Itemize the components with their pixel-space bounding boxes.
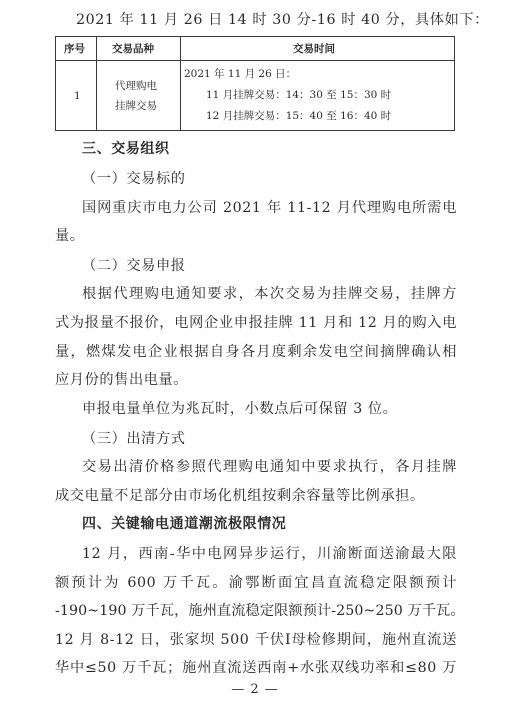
section-3-1-para-line2: 量。 xyxy=(55,228,85,244)
section-3-1-title: （一）交易标的 xyxy=(82,171,186,187)
section-3-2-title: （二）交易申报 xyxy=(82,258,186,274)
section-3-title: 三、交易组织 xyxy=(82,141,170,157)
section-3-3-para-line1: 交易出清价格参照代理购电通知中要求执行，各月挂牌 xyxy=(82,459,457,475)
row-time-line1: 2021 年 11 月 26 日： xyxy=(184,68,297,80)
section-3-3-para-line2: 成交电量不足部分由市场化机组按剩余容量等比例承担。 xyxy=(55,488,425,504)
intro-text: 2021 年 11 月 26 日 14 时 30 分-16 时 40 分，具体如下： xyxy=(76,12,489,28)
section-4-title: 四、关键输电通道潮流极限情况 xyxy=(82,516,287,532)
section-3-2-para-line4: 应月份的售出电量。 xyxy=(55,372,189,388)
table-col-divider-2 xyxy=(180,37,181,130)
header-serial-number: 序号 xyxy=(64,43,85,55)
row-time-line2: 11 月挂牌交易：14：30 至 15：30 时 xyxy=(206,89,392,101)
section-4-para-line5: 华中≤50 万千瓦；施州直流送西南+水张双线功率和≤80 万 xyxy=(55,660,457,676)
section-4-para-line3: -190~190 万千瓦，施州直流稳定限额预计-250~250 万千瓦。 xyxy=(55,603,465,619)
table-header-divider xyxy=(56,60,454,61)
section-3-3-title: （三）出清方式 xyxy=(82,431,186,447)
table-col-divider-1 xyxy=(96,37,97,130)
section-4-para-line4: 12 月 8-12 日，张家坝 500 千伏Ⅰ母检修期间，施州直流送 xyxy=(55,632,457,648)
header-trading-time: 交易时间 xyxy=(293,43,335,55)
row-serial-number: 1 xyxy=(74,90,81,102)
section-3-2-para-line3: 量，燃煤发电企业根据自身各月度剩余发电空间摘牌确认相 xyxy=(55,344,457,360)
section-3-2-para-line2: 式为报量不报价，电网企业申报挂牌 11 月和 12 月的购入电 xyxy=(55,315,457,331)
trading-schedule-table xyxy=(55,36,455,131)
section-4-para-line2: 额预计为 600 万千瓦。渝鄂断面宜昌直流稳定限额预计 xyxy=(55,575,457,591)
row-variety-line1: 代理购电 xyxy=(115,80,157,92)
section-3-2-para-line1: 根据代理购电通知要求，本次交易为挂牌交易，挂牌方 xyxy=(82,286,457,302)
page-number: — 2 — xyxy=(231,682,279,697)
row-time-line3: 12 月挂牌交易：15：40 至 16：40 时 xyxy=(206,110,392,122)
section-3-1-para-line1: 国网重庆市电力公司 2021 年 11-12 月代理购电所需电 xyxy=(82,200,457,216)
header-trading-variety: 交易品种 xyxy=(112,43,154,55)
section-3-2-para2: 申报电量单位为兆瓦时，小数点后可保留 3 位。 xyxy=(82,401,398,417)
row-variety-line2: 挂牌交易 xyxy=(115,100,157,112)
section-4-para-line1: 12 月，西南-华中电网异步运行，川渝断面送渝最大限 xyxy=(82,546,457,562)
